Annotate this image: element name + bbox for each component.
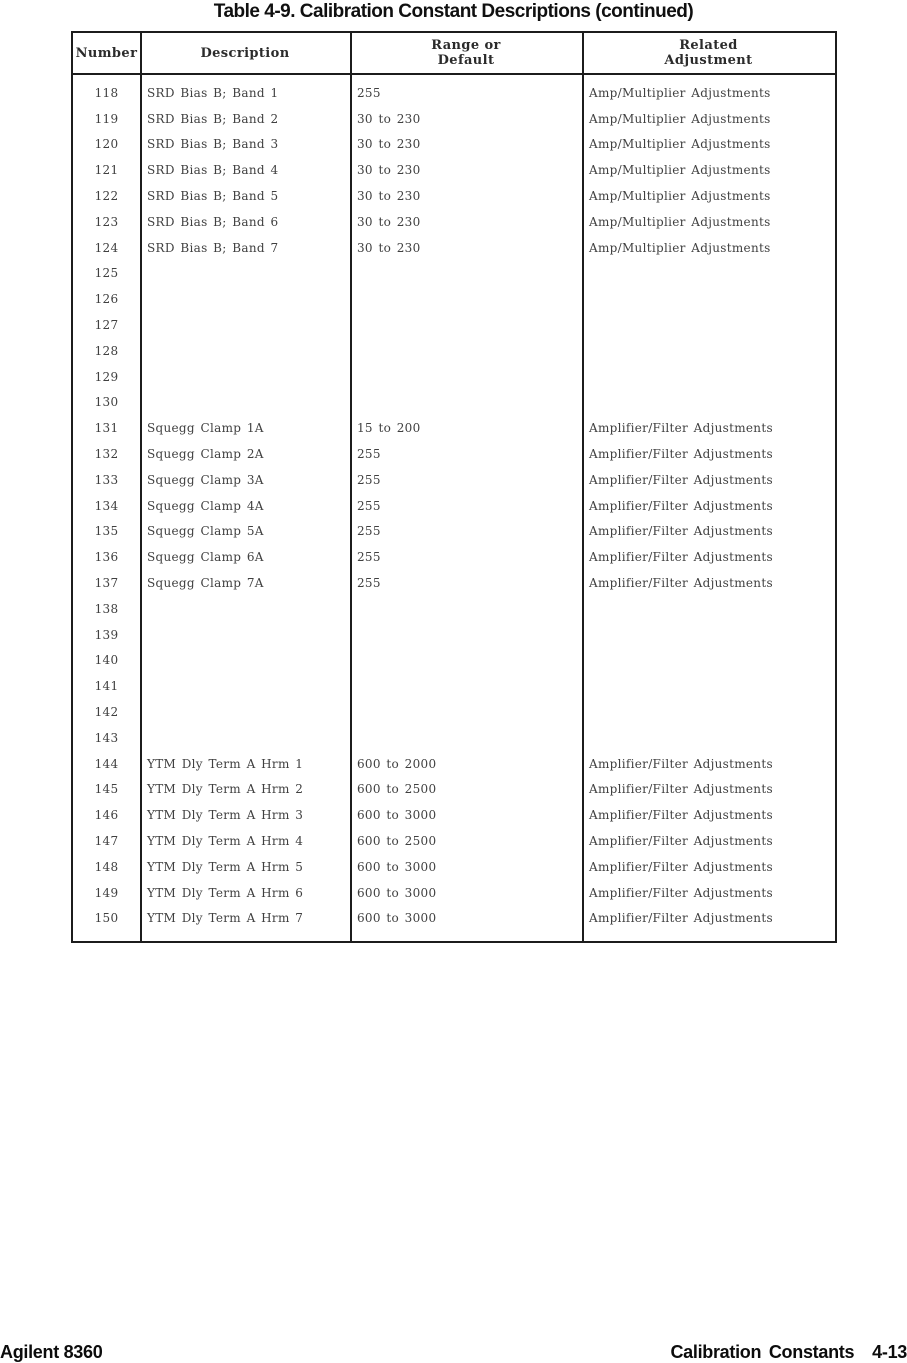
cell-number: 132 <box>94 447 119 462</box>
table-row <box>73 880 835 906</box>
cell-number: 120 <box>94 137 119 152</box>
cell-number: 131 <box>94 421 119 436</box>
cell-number: 133 <box>94 472 119 487</box>
cell-description: Squegg Clamp 2A <box>147 447 264 462</box>
table-row <box>73 132 835 158</box>
table-row <box>73 519 835 545</box>
cell-number: 149 <box>94 885 119 900</box>
cell-number: 118 <box>94 85 119 100</box>
footer-product-name: Agilent 8360 <box>0 1342 103 1362</box>
cell-description: SRD Bias B; Band 7 <box>147 240 279 255</box>
table-row <box>73 106 835 132</box>
table-row <box>73 261 835 287</box>
cell-number: 129 <box>94 369 119 384</box>
cell-number: 128 <box>94 343 119 358</box>
cell-related: Amplifier/Filter Adjustments <box>589 524 773 539</box>
table-row <box>73 441 835 467</box>
table-row <box>73 209 835 235</box>
cell-number: 145 <box>94 782 119 797</box>
cell-range: 600 to 2500 <box>357 834 437 848</box>
footer-page-number: 4-13 <box>872 1342 907 1362</box>
table-row <box>73 622 835 648</box>
table-row <box>73 157 835 183</box>
table-row <box>73 802 835 828</box>
cell-range: 600 to 2000 <box>357 756 437 771</box>
header-range-line1: Range or <box>431 38 501 53</box>
cell-description: YTM Dly Term A Hrm 6 <box>147 885 304 900</box>
cell-related: Amp/Multiplier Adjustments <box>589 111 771 126</box>
table-row <box>73 312 835 338</box>
cell-range: 255 <box>357 472 381 487</box>
header-related-line1: Related <box>679 38 738 53</box>
cell-description: SRD Bias B; Band 6 <box>147 214 279 229</box>
footer-section <box>670 1342 907 1363</box>
footer-section-title: Calibration Constants <box>670 1342 855 1362</box>
cell-range: 600 to 2500 <box>357 782 437 797</box>
cell-number: 139 <box>94 627 119 642</box>
cell-number: 143 <box>94 730 119 745</box>
cell-related: Amplifier/Filter Adjustments <box>589 782 773 797</box>
table-row <box>73 725 835 751</box>
cell-number: 125 <box>94 266 119 281</box>
table-row <box>73 570 835 596</box>
cell-range: 30 to 230 <box>357 214 421 229</box>
cell-related: Amplifier/Filter Adjustments <box>589 472 773 487</box>
table-row <box>73 699 835 725</box>
table-row <box>73 906 835 932</box>
table-row <box>73 235 835 261</box>
cell-description: YTM Dly Term A Hrm 1 <box>147 756 304 771</box>
cell-related: Amp/Multiplier Adjustments <box>589 214 771 229</box>
cell-description: YTM Dly Term A Hrm 5 <box>147 859 304 874</box>
calibration-constants-table <box>71 31 837 943</box>
cell-description: SRD Bias B; Band 5 <box>147 189 279 204</box>
cell-range: 600 to 3000 <box>357 911 437 926</box>
page-footer <box>0 1342 907 1363</box>
table-row <box>73 467 835 493</box>
table-row <box>73 183 835 209</box>
header-related-adjustment <box>582 33 835 73</box>
header-range-line2: Default <box>437 53 495 68</box>
cell-number: 137 <box>94 576 119 591</box>
cell-related: Amp/Multiplier Adjustments <box>589 163 771 178</box>
cell-range: 600 to 3000 <box>357 808 437 823</box>
table-row <box>73 544 835 570</box>
table-row <box>73 390 835 416</box>
cell-range: 30 to 230 <box>357 189 421 204</box>
cell-related: Amplifier/Filter Adjustments <box>589 885 773 900</box>
cell-range: 600 to 3000 <box>357 859 437 874</box>
cell-number: 135 <box>94 524 119 539</box>
table-title: Table 4-9. Calibration Constant Descriptions (continued) <box>213 1 694 22</box>
cell-related: Amp/Multiplier Adjustments <box>589 189 771 204</box>
cell-related: Amplifier/Filter Adjustments <box>589 498 773 513</box>
header-description <box>140 33 350 73</box>
header-description-label: Description <box>200 45 290 61</box>
table-row <box>73 828 835 854</box>
header-range-or-default <box>350 33 582 73</box>
cell-range: 255 <box>357 550 381 565</box>
cell-description: YTM Dly Term A Hrm 2 <box>147 782 304 797</box>
cell-related: Amplifier/Filter Adjustments <box>589 550 773 565</box>
cell-number: 147 <box>94 834 119 848</box>
cell-related: Amplifier/Filter Adjustments <box>589 808 773 823</box>
header-number-label: Number <box>75 45 138 61</box>
cell-range: 30 to 230 <box>357 111 421 126</box>
cell-description: Squegg Clamp 6A <box>147 550 264 565</box>
cell-number: 127 <box>94 318 119 333</box>
cell-number: 119 <box>94 111 119 126</box>
cell-related: Amp/Multiplier Adjustments <box>589 137 771 152</box>
cell-description: SRD Bias B; Band 4 <box>147 163 279 178</box>
cell-number: 126 <box>94 292 119 307</box>
cell-related: Amplifier/Filter Adjustments <box>589 421 773 436</box>
cell-description: Squegg Clamp 1A <box>147 421 264 436</box>
cell-related: Amplifier/Filter Adjustments <box>589 911 773 926</box>
cell-related: Amp/Multiplier Adjustments <box>589 85 771 100</box>
header-number <box>73 33 140 73</box>
cell-description: YTM Dly Term A Hrm 4 <box>147 834 304 848</box>
cell-range: 30 to 230 <box>357 240 421 255</box>
cell-related: Amplifier/Filter Adjustments <box>589 576 773 591</box>
header-related-line2: Adjustment <box>664 53 753 68</box>
cell-related: Amplifier/Filter Adjustments <box>589 834 773 848</box>
table-row <box>73 596 835 622</box>
cell-description: Squegg Clamp 4A <box>147 498 264 513</box>
cell-number: 141 <box>94 679 119 694</box>
cell-number: 134 <box>94 498 119 513</box>
table-row <box>73 364 835 390</box>
cell-related: Amplifier/Filter Adjustments <box>589 447 773 462</box>
table-row <box>73 80 835 106</box>
cell-range: 30 to 230 <box>357 163 421 178</box>
table-body <box>73 77 835 941</box>
table-row <box>73 493 835 519</box>
cell-number: 150 <box>94 911 119 926</box>
cell-range: 255 <box>357 498 381 513</box>
cell-number: 140 <box>94 653 119 668</box>
table-row <box>73 338 835 364</box>
cell-range: 30 to 230 <box>357 137 421 152</box>
table-header-row <box>73 33 835 75</box>
table-row <box>73 673 835 699</box>
cell-description: SRD Bias B; Band 2 <box>147 111 279 126</box>
cell-description: SRD Bias B; Band 3 <box>147 137 279 152</box>
cell-number: 122 <box>94 189 119 204</box>
cell-number: 148 <box>94 859 119 874</box>
table-row <box>73 415 835 441</box>
cell-related: Amplifier/Filter Adjustments <box>589 756 773 771</box>
table-row <box>73 777 835 803</box>
cell-number: 121 <box>94 163 119 178</box>
cell-description: Squegg Clamp 3A <box>147 472 264 487</box>
cell-description: YTM Dly Term A Hrm 7 <box>147 911 304 926</box>
cell-range: 255 <box>357 524 381 539</box>
cell-number: 142 <box>94 705 119 720</box>
table-row <box>73 854 835 880</box>
cell-number: 146 <box>94 808 119 823</box>
cell-number: 130 <box>94 395 119 410</box>
table-row <box>73 648 835 674</box>
cell-number: 138 <box>94 601 119 616</box>
cell-number: 124 <box>94 240 119 255</box>
cell-range: 15 to 200 <box>357 421 421 436</box>
cell-range: 255 <box>357 447 381 462</box>
cell-number: 144 <box>94 756 119 771</box>
cell-description: YTM Dly Term A Hrm 3 <box>147 808 304 823</box>
cell-number: 136 <box>94 550 119 565</box>
table-row <box>73 751 835 777</box>
cell-number: 123 <box>94 214 119 229</box>
cell-related: Amp/Multiplier Adjustments <box>589 240 771 255</box>
table-row <box>73 286 835 312</box>
cell-related: Amplifier/Filter Adjustments <box>589 859 773 874</box>
cell-description: Squegg Clamp 7A <box>147 576 264 591</box>
cell-range: 255 <box>357 576 381 591</box>
cell-range: 600 to 3000 <box>357 885 437 900</box>
cell-range: 255 <box>357 85 381 100</box>
cell-description: Squegg Clamp 5A <box>147 524 264 539</box>
cell-description: SRD Bias B; Band 1 <box>147 85 279 100</box>
